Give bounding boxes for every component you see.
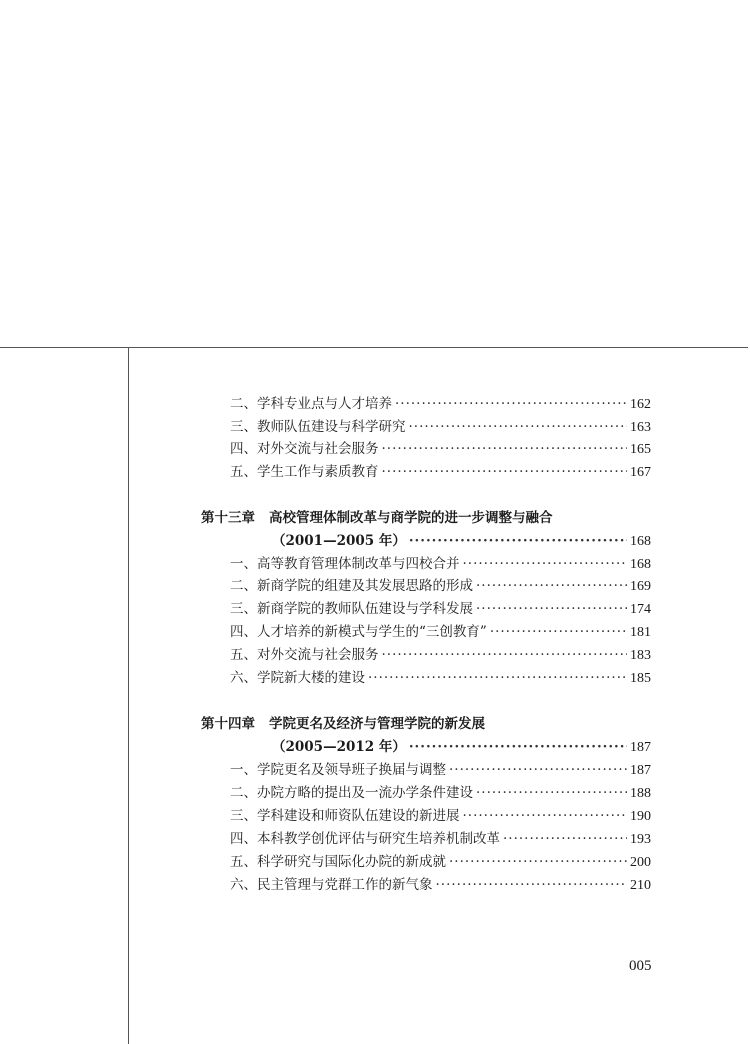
leader-dots [490,621,627,643]
chapter-heading [201,713,485,735]
leader-dots [436,874,628,896]
chapter-number: 第十四章 [201,716,255,732]
toc-entry [230,575,651,597]
toc-entry [230,393,651,415]
chapter-years: （2001—2005 年） [272,533,406,549]
toc-entry-title: 二、办院方略的提出及一流办学条件建设 [230,785,473,801]
leader-dots [476,575,627,597]
toc-entry [230,598,651,620]
chapter-number: 第十三章 [201,510,255,526]
toc-entry-title: 一、高等教育管理体制改革与四校合并 [230,556,460,572]
toc-entry [230,621,651,643]
toc-entry [230,759,651,781]
chapter-page: 168 [630,534,651,549]
page-folio: 005 [629,958,652,974]
toc-entry-title: 二、学科专业点与人才培养 [230,396,392,412]
toc-entry [230,644,651,666]
leader-dots [409,416,628,438]
toc-entry [230,851,651,873]
toc-entry-page: 183 [630,648,651,663]
toc-entry-title: 一、学院更名及领导班子换届与调整 [230,762,446,778]
leader-dots [503,828,627,850]
leader-dots [449,851,627,873]
toc-entry [230,874,651,896]
toc-entry-title: 六、学院新大楼的建设 [230,670,365,686]
leader-dots [395,393,627,415]
leader-dots [382,438,628,460]
leader-dots [463,553,628,575]
toc-entry [230,828,651,850]
toc-entry-page: 210 [630,878,651,893]
toc-entry-page: 163 [630,420,651,435]
toc-entry [230,553,651,575]
chapter-title: 学院更名及经济与管理学院的新发展 [269,716,485,732]
toc-entry-title: 四、对外交流与社会服务 [230,441,379,457]
toc-entry-page: 185 [630,671,651,686]
toc-entry-title: 四、本科教学创优评估与研究生培养机制改革 [230,831,500,847]
toc-entry-page: 188 [630,786,651,801]
toc-entry-page: 165 [630,442,651,457]
toc-entry-title: 五、学生工作与素质教育 [230,464,379,480]
toc-entry-title: 二、新商学院的组建及其发展思路的形成 [230,578,473,594]
toc-entry-page: 187 [630,763,651,778]
toc-entry-title: 三、新商学院的教师队伍建设与学科发展 [230,601,473,617]
chapter-years-entry [272,736,651,758]
chapter-page: 187 [630,740,651,755]
toc-entry-title: 三、学科建设和师资队伍建设的新进展 [230,808,460,824]
chapter-heading [201,507,553,529]
toc-entry-title: 四、人才培养的新模式与学生的“三创教育” [230,624,487,640]
toc-entry [230,667,651,689]
leader-dots [409,736,627,758]
toc-entry-title: 五、对外交流与社会服务 [230,647,379,663]
leader-dots [382,461,628,483]
toc-entry-page: 162 [630,397,651,412]
chapter-title: 高校管理体制改革与商学院的进一步调整与融合 [269,510,553,526]
toc-entry [230,438,651,460]
leader-dots [368,667,627,689]
toc-entry-page: 174 [630,602,651,617]
leader-dots [476,598,627,620]
leader-dots [382,644,628,666]
leader-dots [476,782,627,804]
toc-entry-title: 五、科学研究与国际化办院的新成就 [230,854,446,870]
toc-entry-title: 三、教师队伍建设与科学研究 [230,419,406,435]
toc-entry-title: 六、民主管理与党群工作的新气象 [230,877,433,893]
toc-entry-page: 181 [630,625,651,640]
toc-entry-page: 169 [630,579,651,594]
leader-dots [409,530,627,552]
leader-dots [463,805,628,827]
toc-entry [230,805,651,827]
toc-entry [230,461,651,483]
toc-entry [230,416,651,438]
chapter-years-entry [272,530,651,552]
toc-entry-page: 190 [630,809,651,824]
toc-entry [230,782,651,804]
chapter-years: （2005—2012 年） [272,739,406,755]
toc-entry-page: 168 [630,557,651,572]
leader-dots [449,759,627,781]
toc-entry-page: 167 [630,465,651,480]
toc-entry-page: 193 [630,832,651,847]
toc-entry-page: 200 [630,855,651,870]
